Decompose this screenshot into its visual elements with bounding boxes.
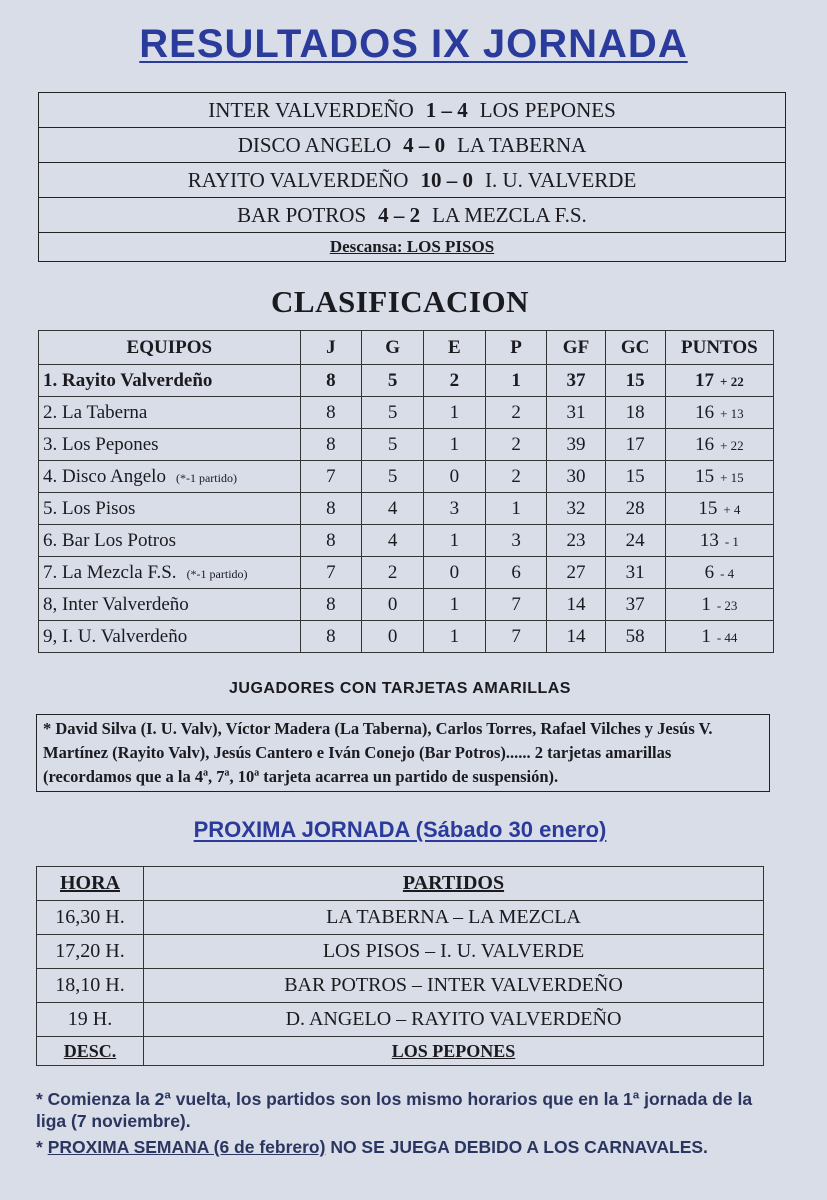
stat-j: 8 bbox=[300, 429, 362, 461]
stat-e: 0 bbox=[424, 557, 486, 589]
yellow-cards-box: * David Silva (I. U. Valv), Víctor Madera (La Taberna), Carlos Torres, Rafael Vilches y Jesús V. Martínez (Rayito Valv), Jesús Cantero e Iván Conejo (Bar Potros)...... 2 tarjetas amarillas (recordamos que a la 4ª, 7ª, 10ª tarjeta acarrea un partido de suspensión). bbox=[36, 714, 770, 792]
fixture-rest-label: DESC. bbox=[37, 1037, 144, 1066]
result-cell bbox=[39, 163, 786, 198]
stat-gc: 18 bbox=[605, 397, 665, 429]
points: 6 bbox=[704, 561, 715, 583]
fixture-time: 16,30 H. bbox=[37, 901, 144, 935]
team-name bbox=[39, 365, 301, 397]
standings-row bbox=[39, 525, 774, 557]
rest-row bbox=[39, 233, 786, 262]
fixtures-header: HORA bbox=[37, 867, 144, 901]
result-cell bbox=[39, 128, 786, 163]
stat-gf: 14 bbox=[547, 589, 605, 621]
stat-g: 5 bbox=[362, 461, 424, 493]
goal-diff: + 15 bbox=[720, 469, 744, 485]
match-score: 10 – 0 bbox=[420, 167, 473, 192]
stat-p: 6 bbox=[485, 557, 547, 589]
team-label: 6. Bar Los Potros bbox=[43, 529, 176, 551]
stat-gc: 31 bbox=[605, 557, 665, 589]
standings-header: E bbox=[424, 331, 486, 365]
away-team: LOS PEPONES bbox=[479, 97, 616, 122]
stat-gf: 14 bbox=[547, 621, 605, 653]
stat-e: 1 bbox=[424, 621, 486, 653]
standings-header: G bbox=[362, 331, 424, 365]
goal-diff: + 4 bbox=[723, 501, 741, 517]
team-name bbox=[39, 621, 301, 653]
standings-title: CLASIFICACION bbox=[271, 284, 529, 319]
stat-gc: 24 bbox=[605, 525, 665, 557]
stat-j: 7 bbox=[300, 461, 362, 493]
goal-diff: - 23 bbox=[716, 597, 738, 613]
fixture-time: 18,10 H. bbox=[37, 969, 144, 1003]
standings-header: GF bbox=[547, 331, 605, 365]
stat-g: 5 bbox=[362, 429, 424, 461]
stat-p: 2 bbox=[485, 429, 547, 461]
stat-g: 4 bbox=[362, 525, 424, 557]
points-cell bbox=[665, 493, 773, 525]
stat-g: 0 bbox=[362, 621, 424, 653]
stat-p: 2 bbox=[485, 461, 547, 493]
stat-gc: 28 bbox=[605, 493, 665, 525]
standings-row bbox=[39, 557, 774, 589]
standings-row bbox=[39, 589, 774, 621]
standings-header: PUNTOS bbox=[665, 331, 773, 365]
stat-gf: 27 bbox=[547, 557, 605, 589]
goal-diff: + 13 bbox=[720, 405, 744, 421]
page-title: RESULTADOS IX JORNADA bbox=[139, 22, 688, 66]
stat-j: 8 bbox=[300, 589, 362, 621]
stat-p: 1 bbox=[485, 365, 547, 397]
points: 15 bbox=[698, 497, 718, 519]
fixture-time: 19 H. bbox=[37, 1003, 144, 1037]
standings-header: GC bbox=[605, 331, 665, 365]
stat-e: 1 bbox=[424, 429, 486, 461]
standings-row bbox=[39, 397, 774, 429]
team-label: 5. Los Pisos bbox=[43, 497, 136, 519]
stat-j: 8 bbox=[300, 525, 362, 557]
points: 15 bbox=[695, 465, 715, 487]
points-cell bbox=[665, 461, 773, 493]
points: 1 bbox=[701, 593, 711, 615]
stat-gf: 32 bbox=[547, 493, 605, 525]
stat-gf: 37 bbox=[547, 365, 605, 397]
goal-diff: + 22 bbox=[720, 437, 744, 453]
team-name bbox=[39, 461, 301, 493]
stat-e: 1 bbox=[424, 525, 486, 557]
fixture-time: 17,20 H. bbox=[37, 935, 144, 969]
stat-p: 7 bbox=[485, 621, 547, 653]
home-team: RAYITO VALVERDEÑO bbox=[187, 167, 409, 192]
stat-e: 1 bbox=[424, 589, 486, 621]
result-row bbox=[39, 93, 786, 128]
stat-p: 3 bbox=[485, 525, 547, 557]
stat-e: 0 bbox=[424, 461, 486, 493]
team-note: (*-1 partido) bbox=[186, 566, 248, 581]
match-score: 1 – 4 bbox=[425, 97, 468, 122]
team-name bbox=[39, 557, 301, 589]
goal-diff: + 22 bbox=[720, 373, 744, 389]
fixture-rest-row bbox=[37, 1037, 764, 1066]
yellow-cards-title: JUGADORES CON TARJETAS AMARILLAS bbox=[229, 680, 571, 697]
stat-gf: 39 bbox=[547, 429, 605, 461]
stat-e: 2 bbox=[424, 365, 486, 397]
points: 17 bbox=[695, 369, 715, 391]
team-label: 4. Disco Angelo bbox=[43, 465, 166, 487]
stat-e: 3 bbox=[424, 493, 486, 525]
footnote-prefix: * bbox=[36, 1137, 48, 1157]
fixture-row bbox=[37, 969, 764, 1003]
fixture-row bbox=[37, 935, 764, 969]
footnote-carnival bbox=[36, 1136, 776, 1158]
rest-team: Descansa: LOS PISOS bbox=[39, 233, 786, 262]
standings-header: J bbox=[300, 331, 362, 365]
stat-j: 8 bbox=[300, 397, 362, 429]
standings-row bbox=[39, 429, 774, 461]
points-cell bbox=[665, 557, 773, 589]
footnote-second-round: * Comienza la 2ª vuelta, los partidos son los mismo horarios que en la 1ª jornada de la liga (7 noviembre). bbox=[36, 1089, 753, 1131]
points-cell bbox=[665, 525, 773, 557]
stat-j: 8 bbox=[300, 621, 362, 653]
standings-row bbox=[39, 461, 774, 493]
stat-gc: 15 bbox=[605, 461, 665, 493]
away-team: I. U. VALVERDE bbox=[484, 167, 637, 192]
home-team: DISCO ANGELO bbox=[237, 132, 392, 157]
points: 1 bbox=[701, 625, 711, 647]
stat-g: 2 bbox=[362, 557, 424, 589]
team-name bbox=[39, 429, 301, 461]
stat-j: 7 bbox=[300, 557, 362, 589]
goal-diff: - 44 bbox=[716, 629, 738, 645]
team-name bbox=[39, 493, 301, 525]
stat-gf: 30 bbox=[547, 461, 605, 493]
team-label: 2. La Taberna bbox=[43, 401, 148, 423]
fixture-row bbox=[37, 901, 764, 935]
team-label: 8, Inter Valverdeño bbox=[43, 593, 189, 615]
goal-diff: - 1 bbox=[724, 533, 739, 549]
points: 16 bbox=[695, 433, 715, 455]
fixture-match: LA TABERNA – LA MEZCLA bbox=[144, 901, 764, 935]
team-label: 1. Rayito Valverdeño bbox=[43, 369, 213, 391]
match-score: 4 – 0 bbox=[403, 132, 446, 157]
standings-table bbox=[38, 330, 774, 653]
team-label: 9, I. U. Valverdeño bbox=[43, 625, 188, 647]
stat-gc: 15 bbox=[605, 365, 665, 397]
standings-row bbox=[39, 493, 774, 525]
stat-gc: 37 bbox=[605, 589, 665, 621]
points-cell bbox=[665, 429, 773, 461]
standings-header: EQUIPOS bbox=[39, 331, 301, 365]
points-cell bbox=[665, 589, 773, 621]
fixtures-table bbox=[36, 866, 764, 1066]
stat-gc: 17 bbox=[605, 429, 665, 461]
stat-p: 1 bbox=[485, 493, 547, 525]
result-cell bbox=[39, 198, 786, 233]
fixture-match: D. ANGELO – RAYITO VALVERDEÑO bbox=[144, 1003, 764, 1037]
fixtures-header: PARTIDOS bbox=[144, 867, 764, 901]
home-team: BAR POTROS bbox=[237, 202, 367, 227]
standings-header: P bbox=[485, 331, 547, 365]
fixture-match: LOS PISOS – I. U. VALVERDE bbox=[144, 935, 764, 969]
team-note: (*-1 partido) bbox=[175, 470, 237, 485]
footnote-text: NO SE JUEGA DEBIDO A LOS CARNAVALES. bbox=[325, 1137, 708, 1157]
points-cell bbox=[665, 621, 773, 653]
home-team: INTER VALVERDEÑO bbox=[208, 97, 414, 122]
stat-p: 7 bbox=[485, 589, 547, 621]
result-row bbox=[39, 128, 786, 163]
team-name bbox=[39, 397, 301, 429]
footnote-next-week: PROXIMA SEMANA (6 de febrero) bbox=[47, 1137, 326, 1157]
stat-gf: 31 bbox=[547, 397, 605, 429]
points: 13 bbox=[699, 529, 719, 551]
standings-row bbox=[39, 621, 774, 653]
team-name bbox=[39, 525, 301, 557]
points-cell bbox=[665, 397, 773, 429]
result-row bbox=[39, 163, 786, 198]
results-table bbox=[38, 92, 786, 262]
result-row bbox=[39, 198, 786, 233]
points-cell bbox=[665, 365, 773, 397]
match-score: 4 – 2 bbox=[378, 202, 421, 227]
stat-e: 1 bbox=[424, 397, 486, 429]
away-team: LA TABERNA bbox=[457, 132, 587, 157]
stat-p: 2 bbox=[485, 397, 547, 429]
fixture-row bbox=[37, 1003, 764, 1037]
stat-j: 8 bbox=[300, 493, 362, 525]
team-label: 3. Los Pepones bbox=[43, 433, 159, 455]
standings-row bbox=[39, 365, 774, 397]
stat-g: 4 bbox=[362, 493, 424, 525]
fixture-match: BAR POTROS – INTER VALVERDEÑO bbox=[144, 969, 764, 1003]
stat-g: 0 bbox=[362, 589, 424, 621]
goal-diff: - 4 bbox=[720, 565, 735, 581]
stat-j: 8 bbox=[300, 365, 362, 397]
away-team: LA MEZCLA F.S. bbox=[432, 202, 587, 227]
stat-gf: 23 bbox=[547, 525, 605, 557]
team-name bbox=[39, 589, 301, 621]
points: 16 bbox=[695, 401, 715, 423]
stat-gc: 58 bbox=[605, 621, 665, 653]
result-cell bbox=[39, 93, 786, 128]
next-round-title: PROXIMA JORNADA (Sábado 30 enero) bbox=[193, 817, 607, 842]
stat-g: 5 bbox=[362, 365, 424, 397]
fixture-rest-team: LOS PEPONES bbox=[144, 1037, 764, 1066]
team-label: 7. La Mezcla F.S. bbox=[43, 561, 177, 583]
stat-g: 5 bbox=[362, 397, 424, 429]
